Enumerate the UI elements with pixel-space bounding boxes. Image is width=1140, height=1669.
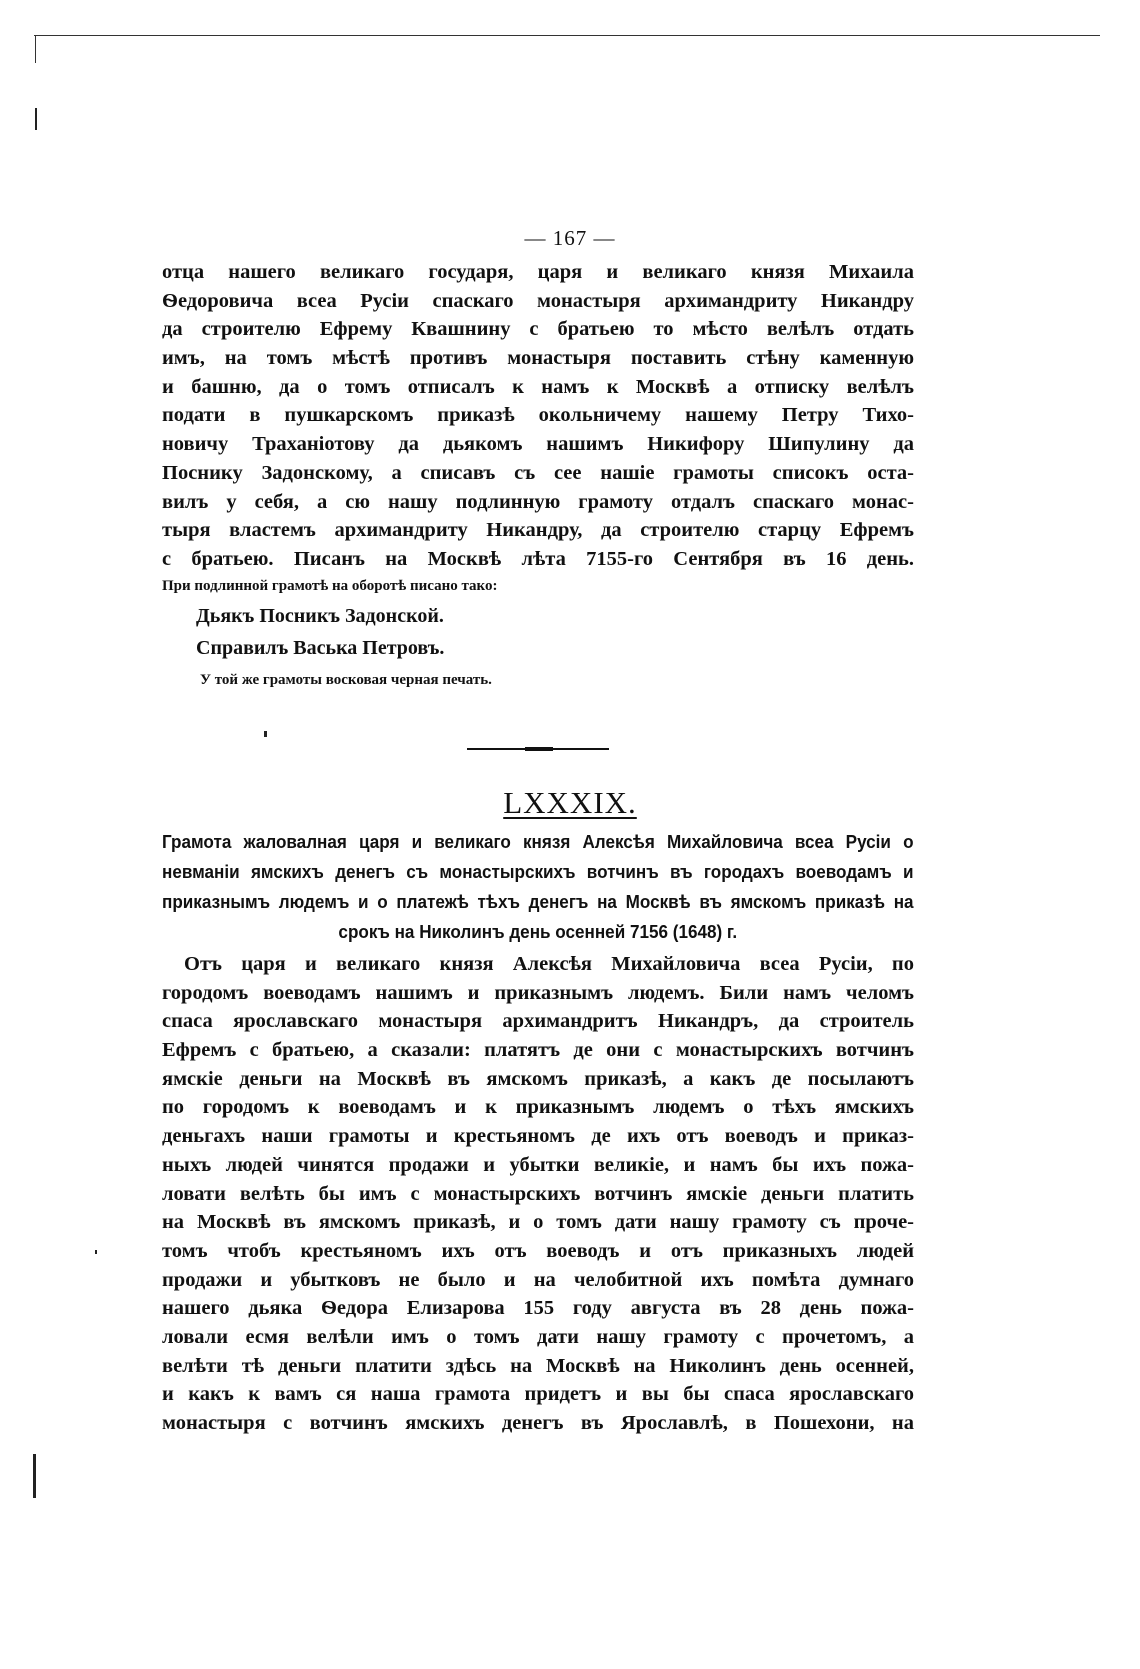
text-line: вилъ у себя, а сю нашу подлинную грамоту отдалъ спаскаго монас- <box>162 490 914 513</box>
scan-top-edge <box>34 35 1100 36</box>
text-line: подати в пушкарскомъ приказѣ окольничему нашему Петру Тихо- <box>162 404 914 427</box>
text-line: ныхъ людей чинятся продажи и убытки великіе, и намъ бы ихъ пожа- <box>162 1153 914 1176</box>
signature-line: Справилъ Васька Петровъ. <box>196 637 445 659</box>
text-line: новичу Траханіотову да дьякомъ нашимъ Никифору Шипулину да <box>162 433 914 456</box>
text-line: на Москвѣ въ ямскомъ приказѣ, и о томъ дати нашу грамоту съ проче- <box>162 1211 914 1234</box>
endorsement-note: При подлинной грамотѣ на оборотѣ писано тако: <box>162 578 498 594</box>
text-line: Поснику Задонскому, а списавъ съ сее нашіе грамоты списокъ оста- <box>162 461 914 484</box>
text-line: отца нашего великаго государя, царя и великаго князя Михаила <box>162 261 914 283</box>
text-line: по городомъ к воеводамъ и к приказнымъ людемъ о тѣхъ ямскихъ <box>162 1096 914 1119</box>
text-line: Ѳедоровича всеа Русіи спаскаго монастыря архимандриту Никандру <box>162 289 914 312</box>
text-line: Ефремъ с братьею, а сказали: платятъ де они с монастырскихъ вотчинъ <box>162 1039 914 1062</box>
text-line: да строителю Ефрему Квашнину с братьею то мѣсто велѣлъ отдать <box>162 318 914 341</box>
section-number: LXXXIX. <box>503 785 637 820</box>
text-line: имъ, на томъ мѣстѣ противъ монастыря поставить стѣну каменную <box>162 347 914 370</box>
text-line: с братьею. Писанъ на Москвѣ лѣта 7155-го Сентября въ 16 день. <box>162 547 914 570</box>
text-line: Отъ царя и великаго князя Алексѣя Михайловича всеа Русіи, по <box>184 953 914 975</box>
section-heading <box>162 827 914 947</box>
text-line: монастыря с вотчинъ ямскихъ денегъ въ Ярославлѣ, в Пошехони, на <box>162 1412 914 1434</box>
text-line: ловати велѣть бы имъ с монастырскихъ вотчинъ ямскіе деньги платить <box>162 1182 914 1205</box>
scan-left-edge <box>35 35 36 63</box>
signature-line: Дьякъ Посникъ Задонской. <box>196 605 444 627</box>
text-line: велѣти тѣ деньги платити здѣсь на Москвѣ на Николинъ день осенней, <box>162 1354 914 1377</box>
section-body <box>162 950 914 1438</box>
heading-line: невманіи ямскихъ денегъ съ монастырскихъ вотчинъ въ городахъ воеводамъ и <box>162 862 914 882</box>
scan-mark-left-1 <box>35 108 37 130</box>
text-line: ямскіе деньги на Москвѣ въ ямскомъ приказѣ, а какъ де посылаютъ <box>162 1067 914 1090</box>
scan-mark-dot-2 <box>95 1250 97 1254</box>
text-line: спаса ярославскаго монастыря архимандритъ Никандръ, да строитель <box>162 1010 914 1033</box>
scan-mark-left-2 <box>33 1454 36 1498</box>
text-line: и башню, да о томъ отписалъ к намъ к Москвѣ а отписку велѣлъ <box>162 375 914 398</box>
text-line: томъ чтобъ крестьяномъ ихъ отъ воеводъ и отъ приказныхъ людей <box>162 1239 914 1262</box>
heading-line: Грамота жаловалная царя и великаго князя Алексѣя Михайловича всеа Русіи о <box>162 832 914 852</box>
heading-line: приказнымъ людемъ и о платежѣ тѣхъ денегъ на Москвѣ въ ямскомъ приказѣ на <box>162 892 914 912</box>
heading-line: срокъ на Николинъ день осенней 7156 (1648) г. <box>338 922 738 942</box>
page-number: — 167 — <box>524 226 616 250</box>
text-line: нашего дьяка Ѳедора Елизарова 155 году августа въ 28 день пожа- <box>162 1297 914 1320</box>
text-line: и какъ к вамъ ся наша грамота придетъ и вы бы спаса ярославскаго <box>162 1383 914 1406</box>
section-divider-center <box>525 747 553 751</box>
text-line: деньгахъ наши грамоты и крестьяномъ де ихъ отъ воеводъ и приказ- <box>162 1125 914 1148</box>
seal-note: У той же грамоты восковая черная печать. <box>200 672 492 688</box>
continued-text <box>162 258 914 574</box>
text-line: тыря властемъ архимандриту Никандру, да строителю старцу Ефремъ <box>162 519 914 542</box>
text-line: ловали есмя велѣли имъ о томъ дати нашу грамоту с прочетомъ, а <box>162 1325 914 1348</box>
text-line: городомъ воеводамъ нашимъ и приказнымъ людемъ. Били намъ челомъ <box>162 981 914 1004</box>
text-line: продажи и убытковъ не было и на челобитной ихъ помѣта думнаго <box>162 1268 914 1291</box>
scan-mark-dot-1 <box>264 731 267 737</box>
